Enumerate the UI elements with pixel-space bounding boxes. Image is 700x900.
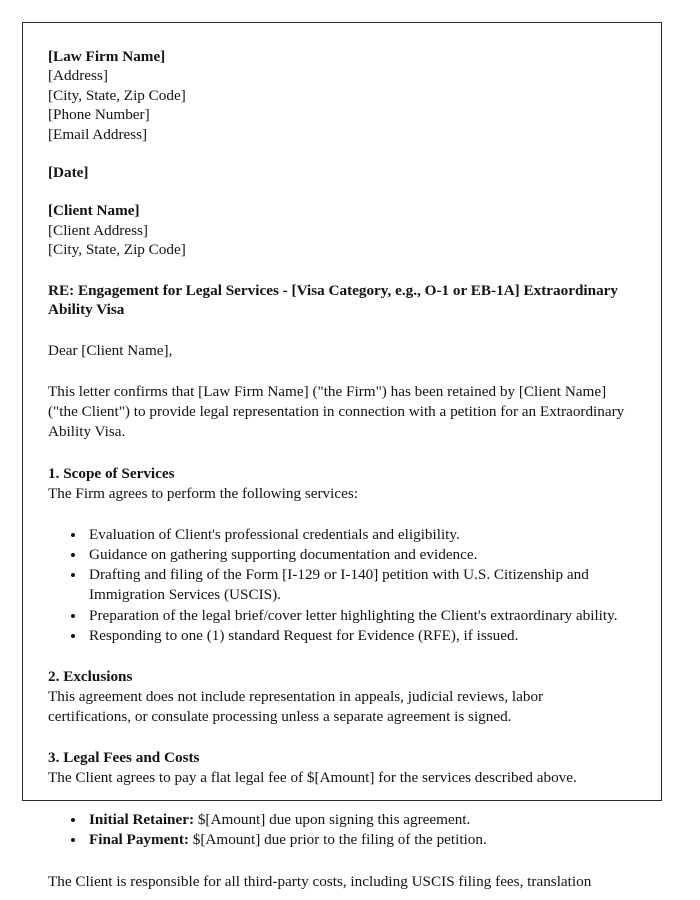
letterhead-line-city-state-zip: [City, State, Zip Code] (48, 86, 186, 104)
spacer-before-payment-bullets (48, 789, 626, 810)
spacer-after-intro (48, 443, 626, 464)
spacer-after-subject (48, 320, 626, 341)
recipient-line-client-name: [Client Name] (48, 202, 140, 220)
closing-paragraph-truncated: The Client is responsible for all third-party costs, including USCIS filing fees, translation (48, 872, 592, 890)
spacer-after-date (48, 182, 626, 201)
letterhead-line-firm-name: [Law Firm Name] (48, 48, 166, 65)
intro-paragraph: This letter confirms that [Law Firm Name] ("the Firm") has been retained by [Client Name] ("the Client") to provide legal representation in connection with a petition for an Extraordinary Ability Visa. (48, 383, 625, 441)
letterhead-line-phone: [Phone Number] (48, 106, 150, 124)
section-heading-legal-fees-and-costs: 3. Legal Fees and Costs (48, 749, 200, 767)
section-heading-scope-of-services: 1. Scope of Services (48, 464, 175, 482)
date-block (48, 163, 626, 182)
letterhead-line-address: [Address] (48, 67, 108, 85)
letterhead-line-email: [Email Address] (48, 125, 148, 143)
section-lead-exclusions: This agreement does not include representation in appeals, judicial reviews, labor certifications, or consulate processing unless a separate agreement is signed. (48, 688, 544, 726)
spacer-after-payment-bullets (48, 851, 626, 872)
spacer-after-recipient (48, 260, 626, 281)
salutation-line: Dear [Client Name], (48, 341, 173, 359)
recipient-line-city-state-zip: [City, State, Zip Code] (48, 241, 186, 259)
spacer-before-scope-bullets (48, 504, 626, 525)
payment-label-final-payment: Final Payment: (89, 831, 189, 849)
list-item: • Evaluation of Client's professional credentials and eligibility. (86, 525, 626, 545)
spacer-after-letterhead (48, 144, 626, 163)
subject-line: RE: Engagement for Legal Services - [Visa Category, e.g., O-1 or EB-1A] Extraordinary Ability Visa (48, 281, 619, 319)
payment-terms-bullet-list (48, 810, 626, 851)
list-item: • Preparation of the legal brief/cover letter highlighting the Client's extraordinary ability. (86, 606, 626, 626)
section-lead-legal-fees-and-costs: The Client agrees to pay a flat legal fee of $[Amount] for the services described above. (48, 769, 577, 787)
spacer-after-scope-bullets (48, 646, 626, 667)
list-item: • Responding to one (1) standard Request for Evidence (RFE), if issued. (86, 626, 626, 646)
list-item (86, 810, 626, 830)
document-page (22, 22, 662, 890)
document-body (48, 47, 626, 892)
list-item: • Drafting and filing of the Form [I-129 or I-140] petition with U.S. Citizenship and Immigration Services (USCIS). (86, 565, 626, 605)
spacer-after-salutation (48, 361, 626, 382)
payment-detail-initial-retainer: $[Amount] due upon signing this agreement. (194, 810, 471, 828)
recipient-block (48, 201, 626, 259)
section-lead-scope-of-services: The Firm agrees to perform the following services: (48, 484, 358, 502)
scope-of-services-bullet-list (48, 525, 626, 646)
recipient-line-client-address: [Client Address] (48, 221, 148, 239)
letterhead-block (48, 47, 626, 144)
payment-label-initial-retainer: Initial Retainer: (89, 810, 195, 828)
date-line: [Date] (48, 164, 89, 182)
spacer-after-exclusions (48, 727, 626, 748)
list-item (86, 830, 626, 850)
section-heading-exclusions: 2. Exclusions (48, 668, 133, 686)
list-item: • Guidance on gathering supporting documentation and evidence. (86, 545, 626, 565)
payment-detail-final-payment: $[Amount] due prior to the filing of the petition. (188, 831, 487, 849)
